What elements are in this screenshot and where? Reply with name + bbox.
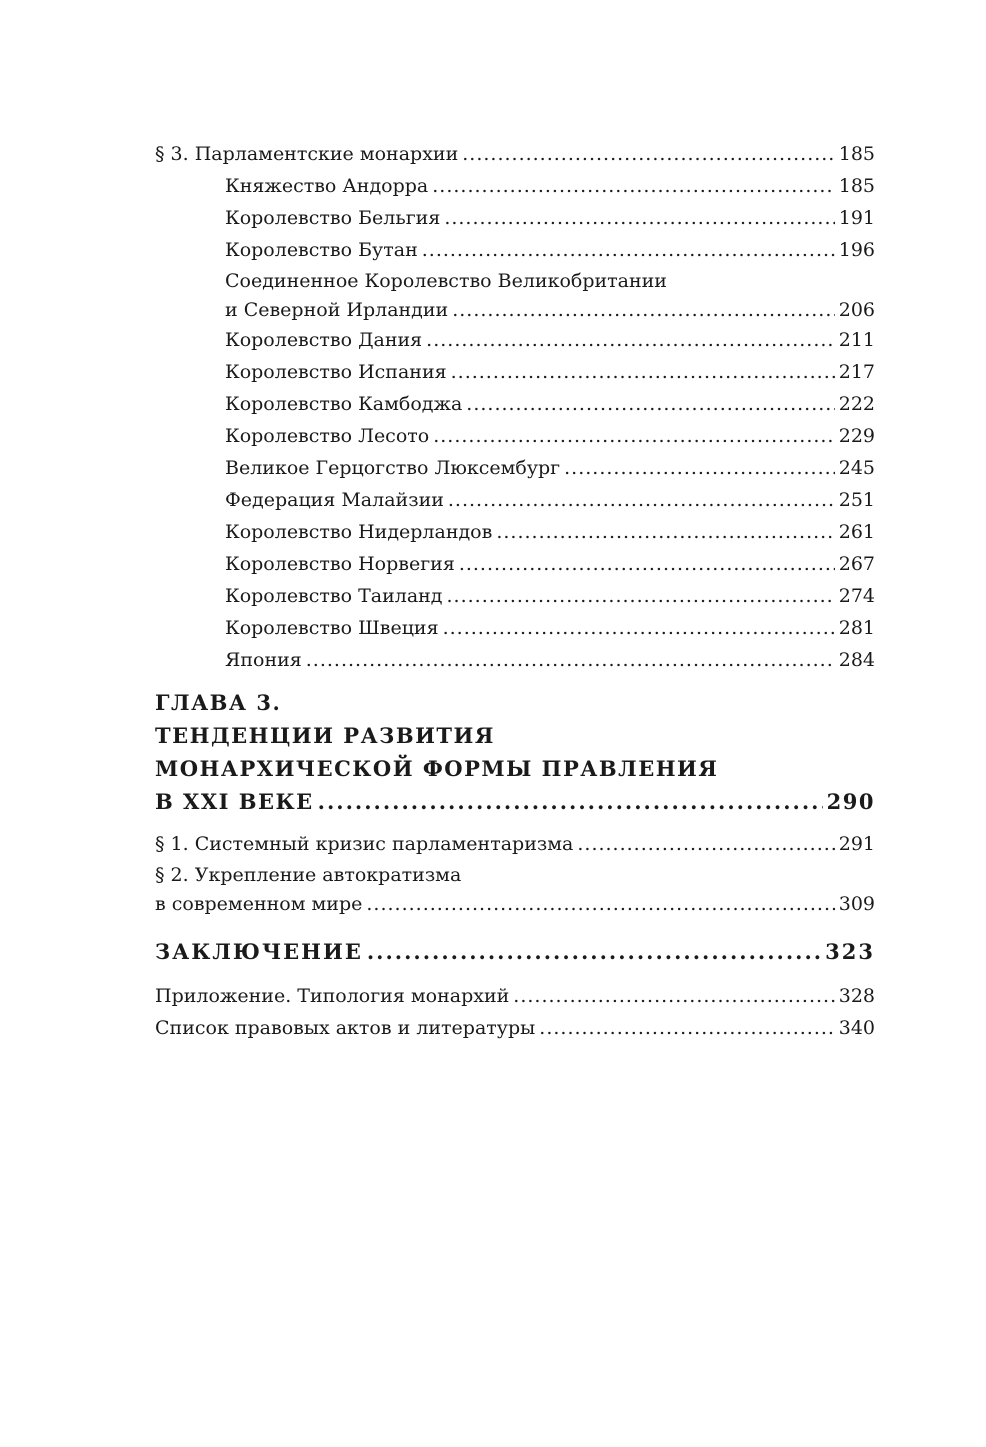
dot-leader bbox=[539, 1012, 834, 1044]
toc-entry-page: 328 bbox=[838, 985, 875, 1007]
chapter-heading-line-4-row bbox=[155, 785, 875, 818]
toc-entry-title: Королевство Норвегия bbox=[225, 553, 455, 575]
toc-entry-page: 340 bbox=[838, 1017, 875, 1039]
toc-entry-spain[interactable] bbox=[155, 356, 875, 388]
toc-entry-section-3[interactable] bbox=[155, 138, 875, 170]
toc-entry-title: Королевство Швеция bbox=[225, 617, 439, 639]
dot-leader bbox=[451, 356, 835, 388]
toc-entry-title: § 3. Парламентские монархии bbox=[155, 143, 459, 165]
toc-entry-title: Япония bbox=[225, 649, 302, 671]
toc-entry-title: Королевство Нидерландов bbox=[225, 521, 493, 543]
dot-leader bbox=[422, 234, 835, 266]
dot-leader bbox=[564, 452, 835, 484]
toc-entry-page: 217 bbox=[838, 361, 875, 383]
toc-entry-title-line-2-row bbox=[155, 296, 875, 324]
dot-leader bbox=[443, 612, 835, 644]
toc-entry-page: 267 bbox=[838, 553, 875, 575]
toc-entry-page: 261 bbox=[838, 521, 875, 543]
toc-entry-bhutan[interactable] bbox=[155, 234, 875, 266]
toc-entry-title-line-1: § 2. Укрепление автократизма bbox=[155, 864, 462, 886]
toc-entry-thailand[interactable] bbox=[155, 580, 875, 612]
toc-entry-title: Королевство Лесото bbox=[225, 425, 430, 447]
dot-leader bbox=[426, 324, 835, 356]
toc-entry-malaysia[interactable] bbox=[155, 484, 875, 516]
toc-entry-japan[interactable] bbox=[155, 644, 875, 676]
dot-leader bbox=[366, 890, 834, 918]
toc-entry-page: 211 bbox=[838, 329, 875, 351]
toc-entry-page: 251 bbox=[838, 489, 875, 511]
toc-entry-title: Королевство Испания bbox=[225, 361, 447, 383]
toc-entry-denmark[interactable] bbox=[155, 324, 875, 356]
toc-entry-cambodia[interactable] bbox=[155, 388, 875, 420]
toc-entry-title: Приложение. Типология монархий bbox=[155, 985, 510, 1007]
spacer bbox=[155, 970, 875, 980]
chapter-heading-line-3: МОНАРХИЧЕСКОЙ ФОРМЫ ПРАВЛЕНИЯ bbox=[155, 756, 719, 781]
dot-leader bbox=[444, 202, 834, 234]
dot-leader bbox=[577, 828, 834, 860]
toc-entry-chapter-3[interactable] bbox=[155, 686, 875, 818]
chapter-heading-line-4: В XXI ВЕКЕ bbox=[155, 789, 314, 814]
toc-entry-norway[interactable] bbox=[155, 548, 875, 580]
toc-entry-references[interactable] bbox=[155, 1012, 875, 1044]
toc-entry-page: 290 bbox=[826, 789, 875, 814]
toc-entry-title: Королевство Бельгия bbox=[225, 207, 441, 229]
toc-entry-conclusion[interactable] bbox=[155, 934, 875, 970]
toc-entry-title: Княжество Андорра bbox=[225, 175, 429, 197]
toc-entry-title: Список правовых актов и литературы bbox=[155, 1017, 536, 1039]
toc-entry-belgium[interactable] bbox=[155, 202, 875, 234]
toc-entry-title: Королевство Таиланд bbox=[225, 585, 443, 607]
toc-entry-page: 274 bbox=[838, 585, 875, 607]
toc-entry-page: 185 bbox=[838, 143, 875, 165]
toc-entry-title: ЗАКЛЮЧЕНИЕ bbox=[155, 939, 363, 964]
toc-entry-page: 196 bbox=[838, 239, 875, 261]
toc-entry-page: 309 bbox=[838, 893, 875, 915]
dot-leader bbox=[447, 580, 835, 612]
toc-entry-page: 281 bbox=[838, 617, 875, 639]
toc-entry-title: Королевство Дания bbox=[225, 329, 423, 351]
toc-entry-title: Великое Герцогство Люксембург bbox=[225, 457, 561, 479]
toc-entry-title: в современном мире bbox=[155, 893, 363, 915]
toc-entry-sweden[interactable] bbox=[155, 612, 875, 644]
toc-entry-title: Королевство Камбоджа bbox=[225, 393, 463, 415]
toc-entry-page: 191 bbox=[838, 207, 875, 229]
toc-entry-title: Федерация Малайзии bbox=[225, 489, 444, 511]
toc-entry-page: 323 bbox=[825, 939, 875, 964]
toc-entry-title: Королевство Бутан bbox=[225, 239, 418, 261]
toc-entry-page: 291 bbox=[838, 833, 875, 855]
toc-entry-page: 206 bbox=[838, 299, 875, 321]
toc-entry-chapter3-section-2[interactable] bbox=[155, 860, 875, 918]
toc-entry-page: 284 bbox=[838, 649, 875, 671]
spacer bbox=[155, 918, 875, 934]
toc-entry-title: § 1. Системный кризис парламентаризма bbox=[155, 833, 574, 855]
dot-leader bbox=[432, 170, 834, 202]
dot-leader bbox=[466, 388, 834, 420]
dot-leader bbox=[433, 420, 835, 452]
toc-entry-page: 185 bbox=[838, 175, 875, 197]
dot-leader bbox=[496, 516, 834, 548]
dot-leader bbox=[513, 980, 834, 1012]
dot-leader bbox=[306, 644, 835, 676]
toc-entry-appendix[interactable] bbox=[155, 980, 875, 1012]
toc-entry-title-line-2-row bbox=[155, 890, 875, 918]
dot-leader bbox=[452, 296, 835, 324]
dot-leader bbox=[318, 785, 823, 818]
table-of-contents bbox=[155, 138, 875, 1044]
spacer bbox=[155, 818, 875, 828]
dot-leader bbox=[367, 934, 821, 970]
dot-leader bbox=[448, 484, 835, 516]
toc-entry-lesotho[interactable] bbox=[155, 420, 875, 452]
dot-leader bbox=[459, 548, 835, 580]
toc-entry-title-line-1: Соединенное Королевство Великобритании bbox=[225, 270, 667, 292]
toc-entry-page: 245 bbox=[838, 457, 875, 479]
toc-entry-page: 229 bbox=[838, 425, 875, 447]
chapter-heading-line-2: ТЕНДЕНЦИИ РАЗВИТИЯ bbox=[155, 723, 495, 748]
toc-entry-netherlands[interactable] bbox=[155, 516, 875, 548]
toc-entry-page: 222 bbox=[838, 393, 875, 415]
toc-entry-andorra[interactable] bbox=[155, 170, 875, 202]
toc-entry-luxembourg[interactable] bbox=[155, 452, 875, 484]
dot-leader bbox=[462, 138, 834, 170]
chapter-heading-line-1: ГЛАВА 3. bbox=[155, 690, 282, 715]
toc-entry-chapter3-section-1[interactable] bbox=[155, 828, 875, 860]
toc-entry-united-kingdom[interactable] bbox=[155, 266, 875, 324]
toc-entry-title: и Северной Ирландии bbox=[225, 299, 449, 321]
